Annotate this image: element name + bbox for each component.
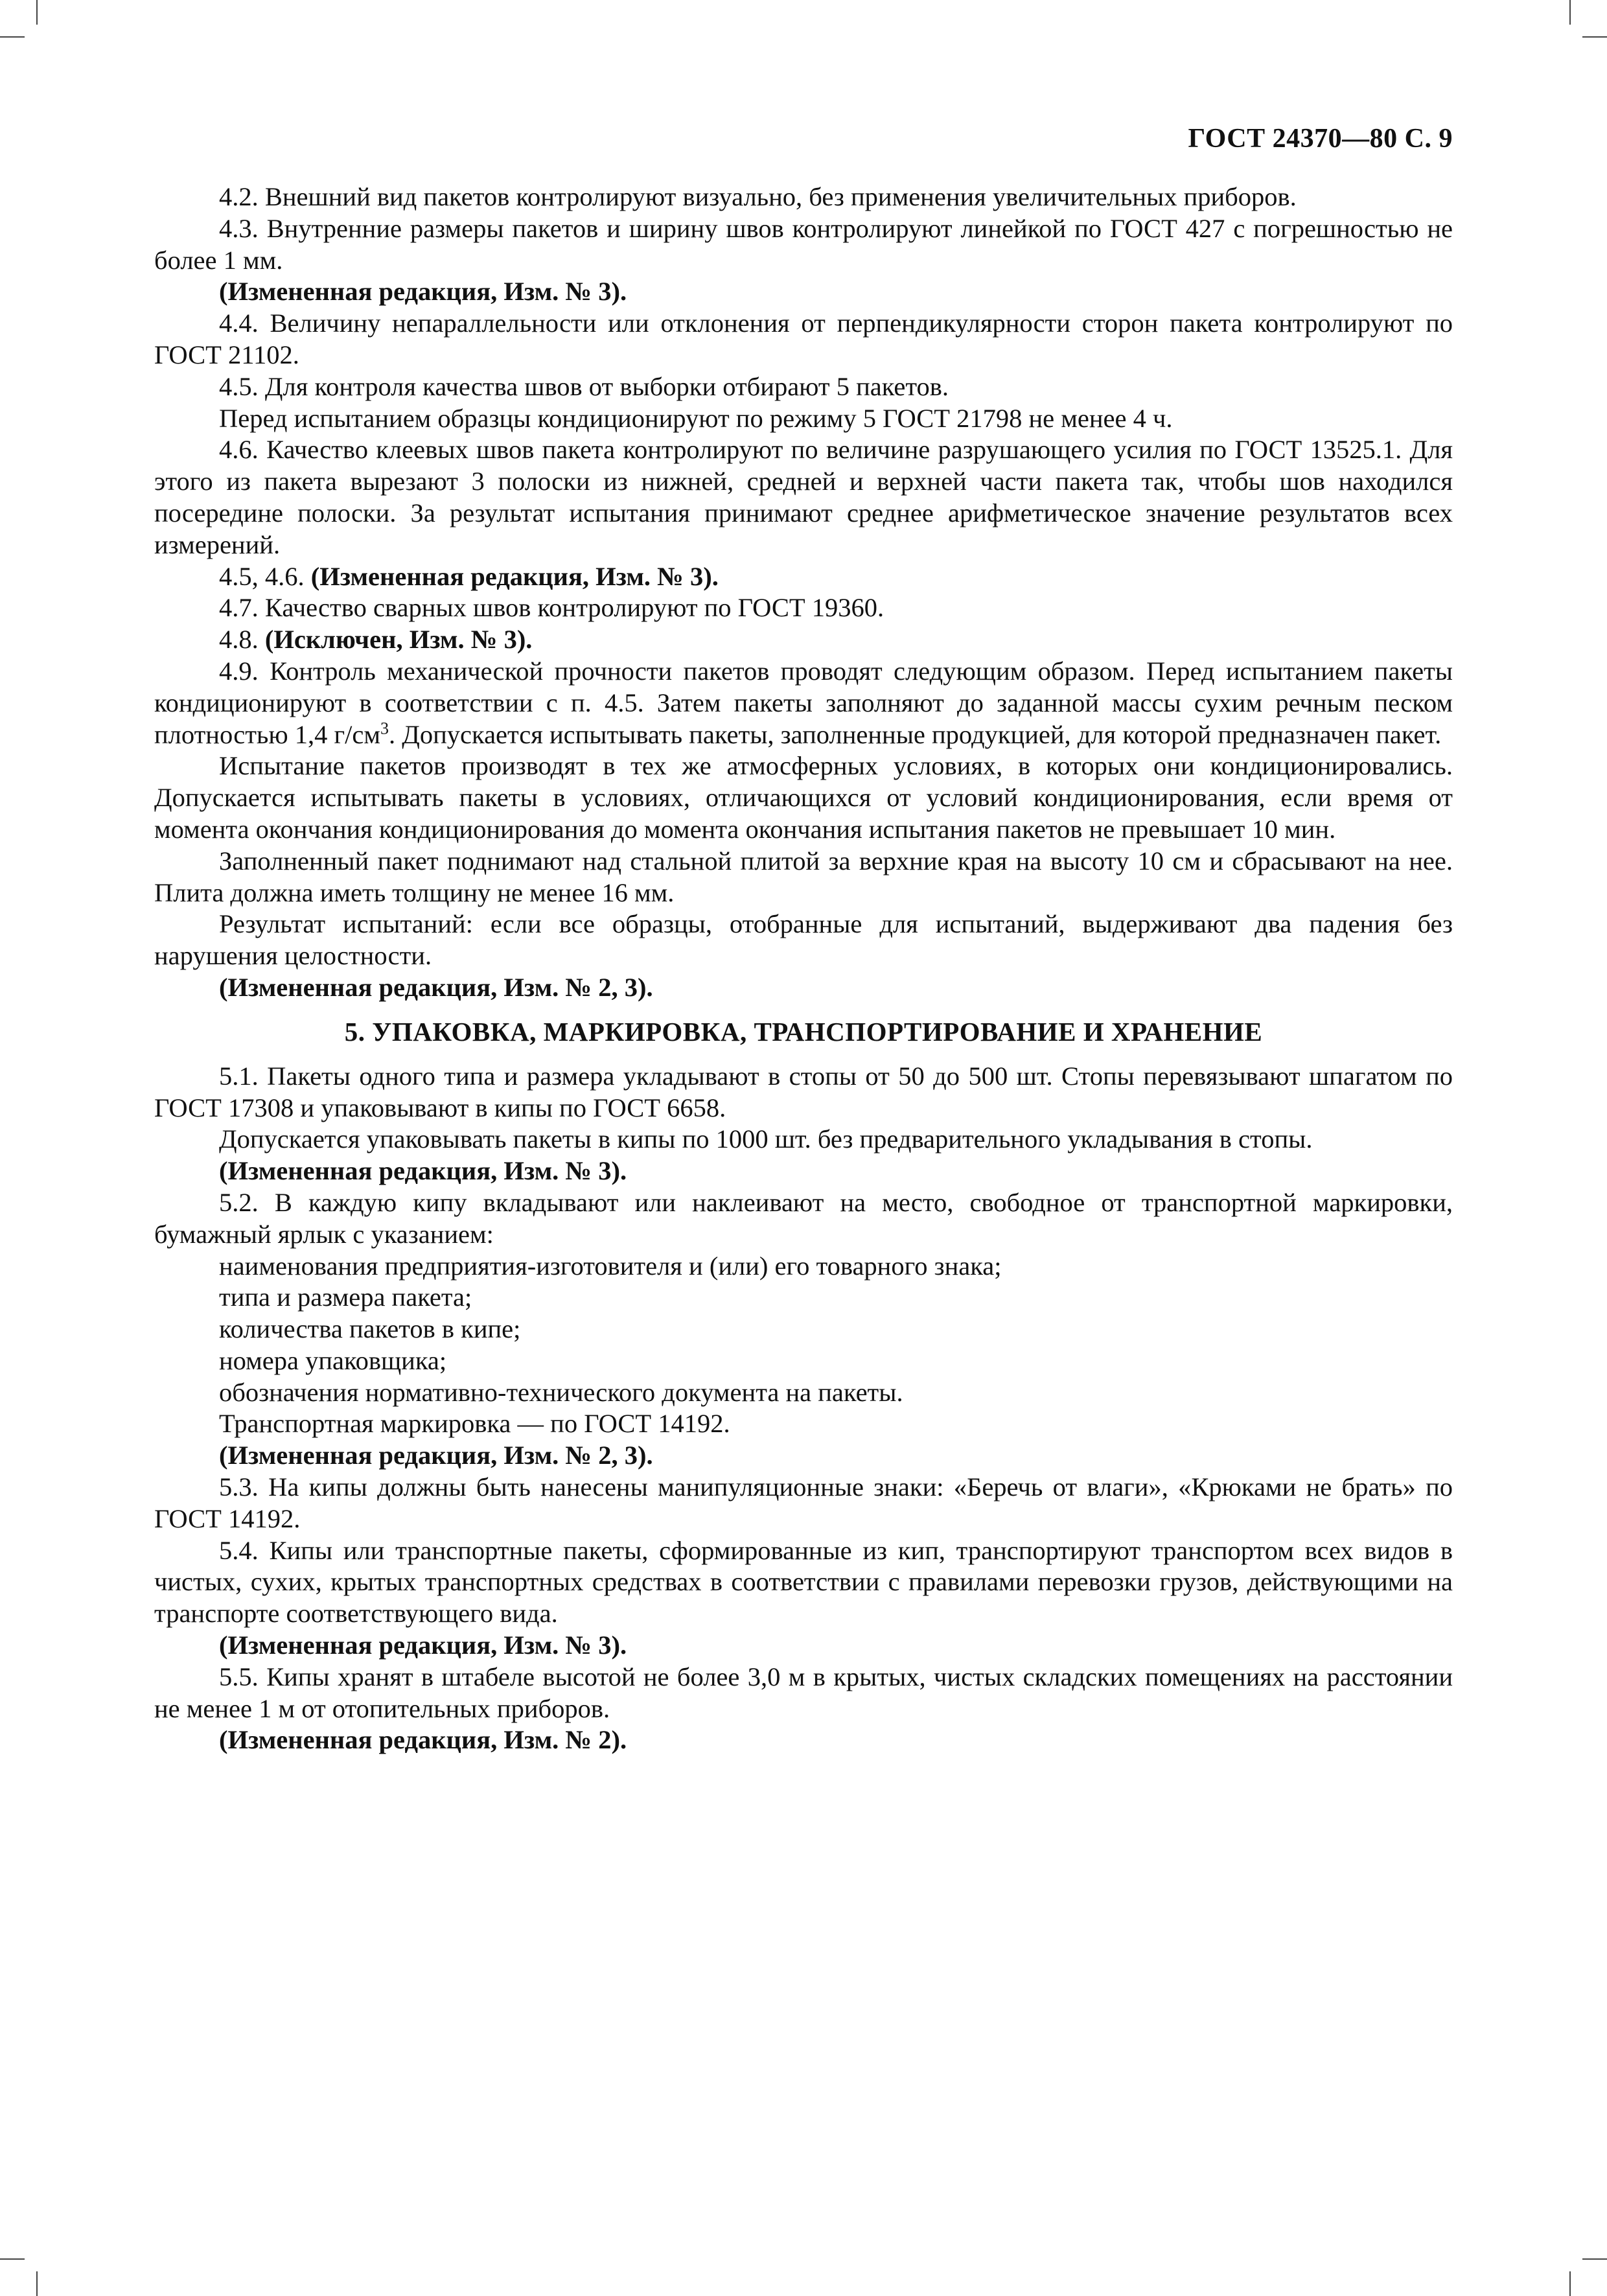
excluded-note: (Исключен, Изм. № 3).	[264, 625, 533, 655]
crop-mark-top-right-v	[1569, 0, 1571, 25]
clause-text: . Допускается испытывать пакеты, заполненные продукцией, для которой предназначен пакет.	[388, 719, 1442, 749]
label-item: наименования предприятия-изготовителя и (или) его товарного знака;	[219, 1251, 1002, 1281]
page-header: ГОСТ 24370—80 С. 9	[1188, 124, 1453, 154]
crop-mark-top-left-v	[36, 0, 38, 25]
clause-4-9-drop-test: Заполненный пакет поднимают над стальной плитой за верхние края на высоту 10 см и сбрасывают на нее. Плита должна иметь толщину не менее 16 мм.	[154, 846, 1453, 907]
crop-mark-top-right-h	[1582, 36, 1607, 38]
amendment-note: (Измененная редакция, Изм. № 3).	[219, 277, 627, 307]
amendment-4-5-4-6	[154, 561, 1453, 593]
document-body	[154, 181, 1453, 1756]
clause-4-6: 4.6. Качество клеевых швов пакета контролируют по величине разрушающего усилия по ГОСТ 13525.1. Для этого из пакета вырезают 3 полоски из нижней, средней и верхней части пакета так, чтобы шов находился посередине полоски. За результат испытания принимают среднее арифметическое значение результатов всех измерений.	[154, 435, 1453, 559]
clause-number: 4.5, 4.6.	[219, 561, 311, 591]
amendment-note: (Измененная редакция, Изм. № 2, 3).	[219, 972, 653, 1002]
clause-4-2: 4.2. Внешний вид пакетов контролируют визуально, без применения увеличительных приборов.	[219, 182, 1297, 211]
superscript: 3	[380, 719, 389, 738]
clause-4-5: 4.5. Для контроля качества швов от выборки отбирают 5 пакетов.	[219, 371, 949, 401]
label-item: обозначения нормативно-технического документа на пакеты.	[219, 1377, 903, 1407]
clause-4-9	[154, 656, 1453, 750]
clause-4-5-conditioning: Перед испытанием образцы кондиционируют по режиму 5 ГОСТ 21798 не менее 4 ч.	[219, 403, 1173, 433]
clause-4-4: 4.4. Величину непараллельности или отклонения от перпендикулярности сторон пакета контролируют по ГОСТ 21102.	[154, 308, 1453, 369]
amendment-note: (Измененная редакция, Изм. № 3).	[310, 561, 719, 591]
label-item: Транспортная маркировка — по ГОСТ 14192.	[219, 1409, 730, 1439]
clause-5-4: 5.4. Кипы или транспортные пакеты, сформированные из кип, транспортируют транспортом всех видов в чистых, сухих, крытых транспортных средствах в соответствии с правилами перевозки грузов, действующими на транспорте соответствующего вида.	[154, 1535, 1453, 1629]
clause-4-9-result: Результат испытаний: если все образцы, отобранные для испытаний, выдерживают два падения без нарушения целостности.	[154, 909, 1453, 971]
label-item: типа и размера пакета;	[219, 1282, 472, 1312]
amendment-note: (Измененная редакция, Изм. № 2, 3).	[219, 1441, 653, 1470]
crop-mark-bottom-left-v	[36, 2271, 38, 2296]
label-item: количества пакетов в кипе;	[219, 1314, 521, 1344]
clause-5-1: 5.1. Пакеты одного типа и размера укладывают в стопы от 50 до 500 шт. Стопы перевязывают шпагатом по ГОСТ 17308 и упаковывают в кипы по ГОСТ 6658.	[154, 1061, 1453, 1122]
label-item: номера упаковщика;	[219, 1345, 447, 1375]
crop-mark-top-left-h	[0, 36, 25, 38]
clause-5-1-bales: Допускается упаковывать пакеты в кипы по 1000 шт. без предварительного укладывания в стопы.	[219, 1124, 1313, 1154]
clause-5-2: 5.2. В каждую кипу вкладывают или наклеивают на место, свободное от транспортной маркировки, бумажный ярлык с указанием:	[154, 1187, 1453, 1249]
clause-number: 4.8.	[219, 625, 265, 655]
clause-4-7: 4.7. Качество сварных швов контролируют по ГОСТ 19360.	[219, 593, 884, 623]
clause-4-8	[154, 624, 1453, 656]
amendment-note: (Измененная редакция, Изм. № 3).	[219, 1156, 627, 1186]
crop-mark-bottom-right-v	[1569, 2271, 1571, 2296]
clause-4-9-conditions: Испытание пакетов производят в тех же атмосферных условиях, в которых они кондиционировались. Допускается испытывать пакеты в условиях, отличающихся от условий кондиционирования, если время от момента окончания кондиционирования до момента окончания испытания пакетов не превышает 10 мин.	[154, 751, 1453, 844]
clause-4-3: 4.3. Внутренние размеры пакетов и ширину швов контролируют линейкой по ГОСТ 427 с погрешностью не более 1 мм.	[154, 213, 1453, 275]
section-5-heading: 5. УПАКОВКА, МАРКИРОВКА, ТРАНСПОРТИРОВАНИЕ И ХРАНЕНИЕ	[344, 1016, 1263, 1047]
clause-5-5: 5.5. Кипы хранят в штабеле высотой не более 3,0 м в крытых, чистых складских помещениях на расстоянии не менее 1 м от отопительных приборов.	[154, 1662, 1453, 1723]
crop-mark-bottom-right-h	[1582, 2258, 1607, 2260]
clause-text: 4.9. Контроль механической прочности пакетов проводят следующим образом. Перед испытанием пакеты кондиционируют в соответствии с п. 4.5. Затем пакеты заполняют до заданной массы сухим речным песком плотностью 1,4 г/см	[154, 656, 1453, 749]
amendment-note: (Измененная редакция, Изм. № 2).	[219, 1725, 627, 1755]
crop-mark-bottom-left-h	[0, 2258, 25, 2260]
clause-5-3: 5.3. На кипы должны быть нанесены манипуляционные знаки: «Беречь от влаги», «Крюками не брать» по ГОСТ 14192.	[154, 1472, 1453, 1533]
amendment-note: (Измененная редакция, Изм. № 3).	[219, 1630, 627, 1660]
